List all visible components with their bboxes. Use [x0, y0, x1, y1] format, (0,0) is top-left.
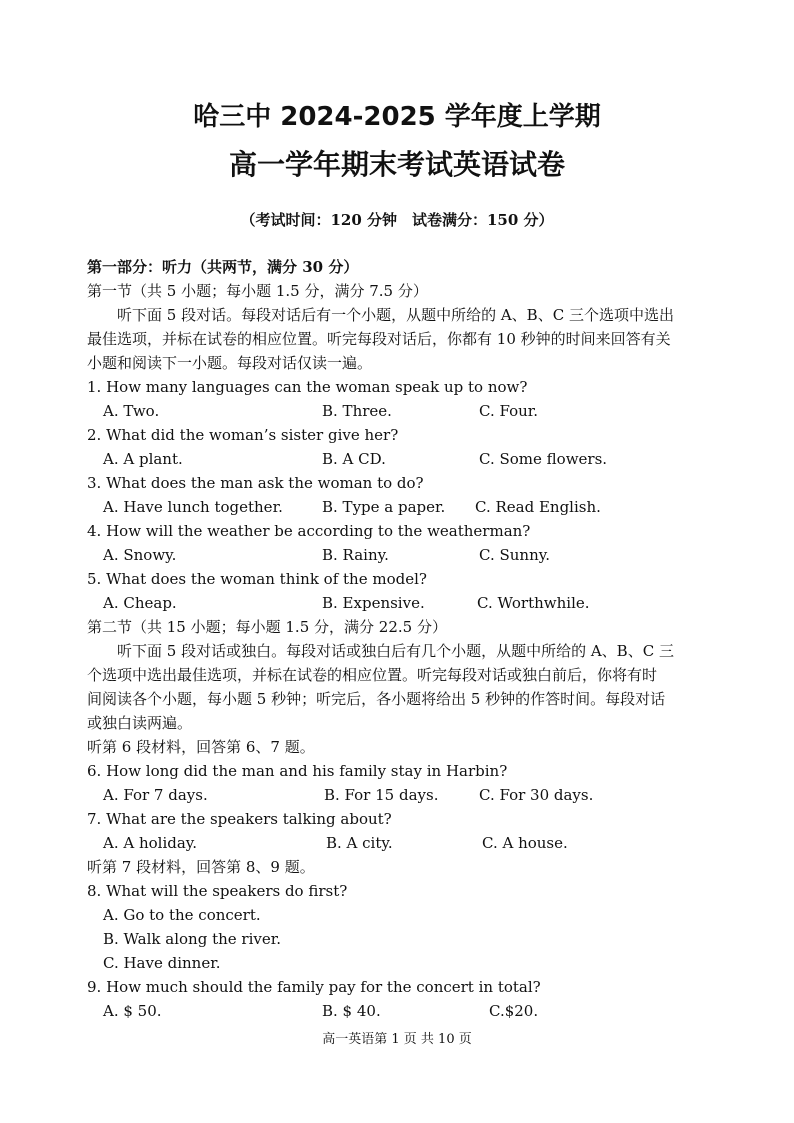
section1-heading: 第一节（共 5 小题；每小题 1.5 分，满分 7.5 分） [87, 282, 428, 300]
section2-instructions-line: 个选项中选出最佳选项，并标在试卷的相应位置。听完每段对话或独白前后，你将有时 [87, 666, 658, 684]
option-a: A. Cheap. [103, 594, 177, 612]
option-a: A. Have lunch together. [103, 498, 283, 516]
section1-instructions-line: 小题和阅读下一小题。每段对话仅读一遍。 [87, 354, 373, 372]
question-9: 9. How much should the family pay for the concert in total? [87, 978, 541, 996]
option-c: C. Read English. [475, 498, 601, 516]
question-9-options [87, 999, 717, 1023]
option-b: B. Walk along the river. [103, 930, 282, 948]
question-4: 4. How will the weather be according to the weatherman? [87, 522, 531, 540]
part1-heading: 第一部分：听力（共两节，满分 30 分） [87, 258, 359, 276]
option-a: A. A plant. [103, 450, 183, 468]
option-a: A. Two. [103, 402, 160, 420]
option-a: A. A holiday. [103, 834, 198, 852]
option-b: B. For 15 days. [324, 786, 439, 804]
section2-instructions-line: 听下面 5 段对话或独白。每段对话或独白后有几个小题，从题中所给的 A、B、C 三 [117, 642, 674, 660]
option-a: A. For 7 days. [103, 786, 208, 804]
question-5-options [87, 591, 717, 615]
option-a: A. $ 50. [103, 1002, 162, 1020]
option-b: B. Rainy. [322, 546, 389, 564]
question-7-options [87, 831, 717, 855]
material-6-prompt: 听第 6 段材料，回答第 6、7 题。 [87, 738, 315, 756]
option-c: C.$20. [489, 1002, 539, 1020]
question-2: 2. What did the woman’s sister give her? [87, 426, 399, 444]
option-a: A. Go to the concert. [103, 906, 261, 924]
section1-instructions-line: 听下面 5 段对话。每段对话后有一个小题，从题中所给的 A、B、C 三个选项中选出 [117, 306, 674, 324]
section1-instructions-line: 最佳选项，并标在试卷的相应位置。听完每段对话后，你都有 10 秒钟的时间来回答有关 [87, 330, 671, 348]
option-b: B. Type a paper. [322, 498, 446, 516]
option-b: B. A city. [326, 834, 393, 852]
question-6: 6. How long did the man and his family stay in Harbin? [87, 762, 508, 780]
question-8: 8. What will the speakers do first? [87, 882, 348, 900]
question-2-options [87, 447, 717, 471]
question-3-options [87, 495, 717, 519]
question-1: 1. How many languages can the woman speak up to now? [87, 378, 528, 396]
exam-title-line1: 哈三中 2024-2025 学年度上学期 [193, 102, 601, 132]
page-footer: 高一英语第 1 页 共 10 页 [322, 1032, 472, 1047]
option-a: A. Snowy. [103, 546, 177, 564]
question-1-options [87, 399, 717, 423]
option-c: C. Four. [479, 402, 539, 420]
option-b: B. Three. [322, 402, 392, 420]
option-b: B. $ 40. [322, 1002, 381, 1020]
question-5: 5. What does the woman think of the model? [87, 570, 427, 588]
question-6-options [87, 783, 717, 807]
section2-heading: 第二节（共 15 小题；每小题 1.5 分，满分 22.5 分） [87, 618, 447, 636]
exam-title-line2: 高一学年期末考试英语试卷 [228, 148, 565, 181]
exam-time-and-score: （考试时间：120 分钟 试卷满分：150 分） [240, 211, 554, 229]
option-b: B. Expensive. [322, 594, 425, 612]
exam-body [87, 255, 717, 1023]
section2-instructions-line: 或独白读两遍。 [87, 714, 193, 732]
option-c: C. Worthwhile. [477, 594, 590, 612]
option-c: C. Some flowers. [479, 450, 608, 468]
question-3: 3. What does the man ask the woman to do? [87, 474, 424, 492]
option-c: C. Sunny. [479, 546, 550, 564]
question-4-options [87, 543, 717, 567]
option-c: C. For 30 days. [479, 786, 594, 804]
question-7: 7. What are the speakers talking about? [87, 810, 392, 828]
option-c: C. A house. [482, 834, 568, 852]
option-b: B. A CD. [322, 450, 386, 468]
option-c: C. Have dinner. [103, 954, 221, 972]
material-7-prompt: 听第 7 段材料，回答第 8、9 题。 [87, 858, 315, 876]
section2-instructions-line: 间阅读各个小题，每小题 5 秒钟；听完后，各小题将给出 5 秒钟的作答时间。每段对话 [87, 690, 666, 708]
